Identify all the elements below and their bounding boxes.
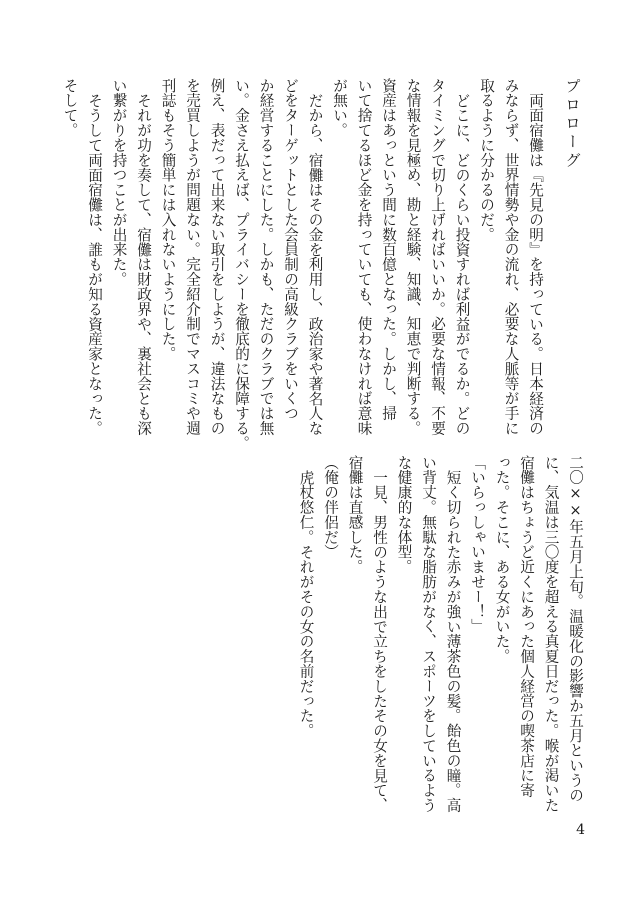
text-line: いて捨てるほど金を持っていても、使わなければ意味 (355, 78, 373, 436)
text-line: タイミングで切り上げればいいか。必要な情報、不要 (429, 78, 446, 436)
text-line: 短く切られた赤みが強い薄茶色の髪。飴色の瞳。高 (444, 469, 462, 813)
text-line: った。そこに、ある女がいた。 (493, 455, 511, 664)
text-line: 取るように分かるのだ。 (478, 78, 495, 242)
text-line: い。金さえ払えば、プライバシーを徹底的に保障する。 (233, 78, 250, 451)
text-line: それが功を奏して、宿儺は財政界や、裏社会とも深 (135, 92, 152, 436)
text-line: 両面宿儺は『先見の明』を持っている。日本経済の (527, 92, 544, 436)
text-line: 資産はあっという間に数百億となった。しかし、掃 (380, 78, 397, 421)
text-line: 例え、表だって出来ない取引をしようが、違法なもの (208, 78, 226, 436)
text-line: だから、宿儺はその金を利用し、政治家や著名人な (306, 92, 324, 436)
text-line: 宿儺はちょうど近くにあった個人経営の喫茶店に寄 (518, 455, 535, 798)
text-line: か経営することにした。しかも、ただのクラブでは無 (257, 78, 275, 436)
text-line: を売買しようが問題ない。完全紹介制でマスコミや週 (184, 78, 201, 436)
text-line: みならず、世界情勢や金の流れ、必要な人脈等が手に (502, 78, 520, 436)
text-line: そして。 (61, 78, 79, 138)
text-line: 二〇××年五月上旬。温暖化の影響か五月というの (567, 455, 584, 803)
text-line: そうして両面宿儺は、誰もが知る資産家となった。 (86, 92, 103, 436)
text-line: 刊誌もそう簡単には入れないようにした。 (159, 78, 177, 362)
text-line: 「いらっしゃいませー！」 (469, 455, 486, 634)
text-line: な情報を見極め、勘と経験、知識、知恵で判断する。 (404, 78, 422, 436)
chapter-title: プロローグ (563, 78, 581, 171)
text-line: どをターゲットとした会員制の高級クラブをいくつ (282, 78, 299, 421)
text-line: 宿儺は直感した。 (346, 455, 364, 575)
text-line: い繋がりを持つことが出来た。 (110, 78, 128, 287)
text-line: い背丈。無駄な脂肪がなく、スポーツをしているよう (420, 455, 437, 813)
text-line: 虎杖悠仁。それがその女の名前だった。 (297, 469, 315, 738)
text-line: に、気温は三〇度を超える真夏日だった。喉が渇いた (542, 455, 560, 813)
upper-text-block (57, 78, 547, 451)
text-line: 一見、男性のような出で立ちをしたその女を見て、 (371, 469, 388, 813)
text-line: どこに、どのくらい投資すれば利益がでるか。どの (453, 92, 471, 436)
text-line: （俺の伴侶だ） (322, 455, 339, 560)
text-line: が無い。 (331, 78, 348, 138)
text-line: な健康的な体型。 (395, 455, 413, 575)
page-number: 4 (576, 822, 585, 838)
lower-text-block (293, 455, 587, 813)
